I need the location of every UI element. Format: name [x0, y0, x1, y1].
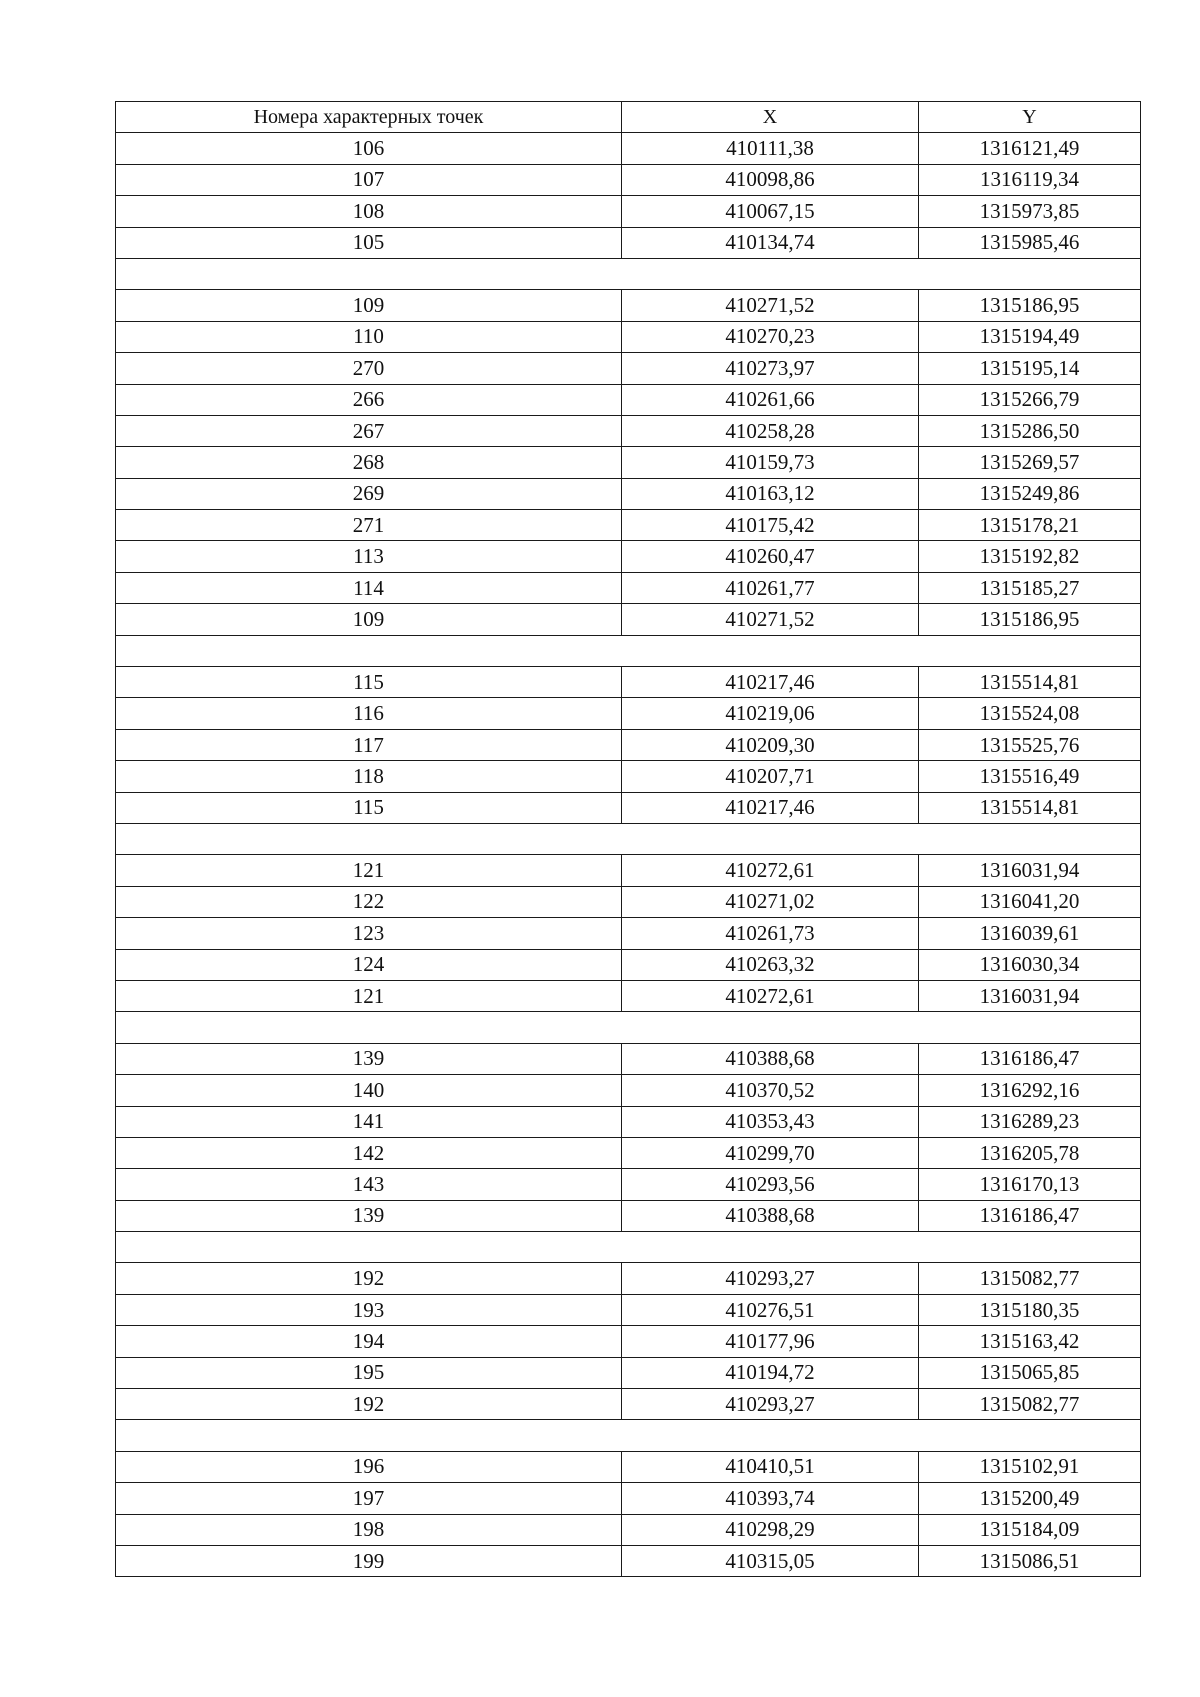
table-row	[116, 1357, 1141, 1388]
y-cell: 1315186,95	[919, 290, 1141, 321]
table-row	[116, 1106, 1141, 1137]
table-row	[116, 227, 1141, 258]
table-row	[116, 886, 1141, 917]
table-row	[116, 1389, 1141, 1420]
point-number-cell: 142	[116, 1137, 622, 1168]
y-cell: 1315163,42	[919, 1326, 1141, 1357]
table-row	[116, 604, 1141, 635]
group-separator-cell	[116, 1012, 1141, 1043]
y-cell: 1315178,21	[919, 510, 1141, 541]
x-cell: 410261,77	[622, 572, 919, 603]
x-cell: 410276,51	[622, 1294, 919, 1325]
group-separator-row	[116, 635, 1141, 666]
y-cell: 1315266,79	[919, 384, 1141, 415]
y-cell: 1315514,81	[919, 792, 1141, 823]
point-number-cell: 105	[116, 227, 622, 258]
table-row	[116, 478, 1141, 509]
x-cell: 410217,46	[622, 667, 919, 698]
table-row	[116, 667, 1141, 698]
table-row	[116, 353, 1141, 384]
point-number-cell: 266	[116, 384, 622, 415]
x-cell: 410159,73	[622, 447, 919, 478]
y-cell: 1315514,81	[919, 667, 1141, 698]
point-number-cell: 197	[116, 1483, 622, 1514]
point-number-cell: 192	[116, 1389, 622, 1420]
coordinates-table	[115, 101, 1141, 1577]
point-number-cell: 267	[116, 415, 622, 446]
point-number-cell: 269	[116, 478, 622, 509]
group-separator-cell	[116, 258, 1141, 289]
group-separator-row	[116, 1420, 1141, 1451]
y-cell: 1316030,34	[919, 949, 1141, 980]
header-point-number: Номера характерных точек	[116, 102, 622, 133]
table-row	[116, 729, 1141, 760]
y-cell: 1315185,27	[919, 572, 1141, 603]
table-row	[116, 792, 1141, 823]
y-cell: 1315985,46	[919, 227, 1141, 258]
table-row	[116, 761, 1141, 792]
table-row	[116, 698, 1141, 729]
x-cell: 410272,61	[622, 980, 919, 1011]
table-row	[116, 447, 1141, 478]
table-row	[116, 1075, 1141, 1106]
point-number-cell: 109	[116, 290, 622, 321]
point-number-cell: 270	[116, 353, 622, 384]
table-row	[116, 980, 1141, 1011]
group-separator-cell	[116, 823, 1141, 854]
x-cell: 410260,47	[622, 541, 919, 572]
point-number-cell: 192	[116, 1263, 622, 1294]
table-row	[116, 510, 1141, 541]
point-number-cell: 139	[116, 1043, 622, 1074]
x-cell: 410293,27	[622, 1263, 919, 1294]
x-cell: 410293,56	[622, 1169, 919, 1200]
y-cell: 1315186,95	[919, 604, 1141, 635]
y-cell: 1315192,82	[919, 541, 1141, 572]
y-cell: 1315286,50	[919, 415, 1141, 446]
y-cell: 1315180,35	[919, 1294, 1141, 1325]
table-row	[116, 1263, 1141, 1294]
point-number-cell: 123	[116, 918, 622, 949]
x-cell: 410258,28	[622, 415, 919, 446]
x-cell: 410293,27	[622, 1389, 919, 1420]
point-number-cell: 139	[116, 1200, 622, 1231]
table-row	[116, 196, 1141, 227]
y-cell: 1315516,49	[919, 761, 1141, 792]
y-cell: 1316041,20	[919, 886, 1141, 917]
group-separator-cell	[116, 635, 1141, 666]
y-cell: 1316119,34	[919, 164, 1141, 195]
table-row	[116, 1514, 1141, 1545]
point-number-cell: 115	[116, 792, 622, 823]
x-cell: 410370,52	[622, 1075, 919, 1106]
y-cell: 1315195,14	[919, 353, 1141, 384]
point-number-cell: 141	[116, 1106, 622, 1137]
point-number-cell: 121	[116, 980, 622, 1011]
y-cell: 1316031,94	[919, 855, 1141, 886]
x-cell: 410163,12	[622, 478, 919, 509]
x-cell: 410067,15	[622, 196, 919, 227]
table-row	[116, 855, 1141, 886]
header-y: Y	[919, 102, 1141, 133]
point-number-cell: 268	[116, 447, 622, 478]
x-cell: 410299,70	[622, 1137, 919, 1168]
x-cell: 410298,29	[622, 1514, 919, 1545]
table-row	[116, 1294, 1141, 1325]
table-row	[116, 1137, 1141, 1168]
point-number-cell: 110	[116, 321, 622, 352]
point-number-cell: 122	[116, 886, 622, 917]
y-cell: 1316186,47	[919, 1200, 1141, 1231]
y-cell: 1315082,77	[919, 1263, 1141, 1294]
point-number-cell: 116	[116, 698, 622, 729]
x-cell: 410315,05	[622, 1545, 919, 1576]
point-number-cell: 198	[116, 1514, 622, 1545]
point-number-cell: 115	[116, 667, 622, 698]
y-cell: 1315102,91	[919, 1451, 1141, 1482]
x-cell: 410410,51	[622, 1451, 919, 1482]
table-row	[116, 1326, 1141, 1357]
point-number-cell: 199	[116, 1545, 622, 1576]
x-cell: 410177,96	[622, 1326, 919, 1357]
table-row	[116, 1451, 1141, 1482]
table-row	[116, 1200, 1141, 1231]
x-cell: 410388,68	[622, 1043, 919, 1074]
header-x: X	[622, 102, 919, 133]
x-cell: 410261,73	[622, 918, 919, 949]
table-row	[116, 415, 1141, 446]
x-cell: 410217,46	[622, 792, 919, 823]
table-row	[116, 918, 1141, 949]
table-row	[116, 1169, 1141, 1200]
x-cell: 410271,52	[622, 290, 919, 321]
x-cell: 410273,97	[622, 353, 919, 384]
y-cell: 1316170,13	[919, 1169, 1141, 1200]
point-number-cell: 140	[116, 1075, 622, 1106]
point-number-cell: 118	[116, 761, 622, 792]
point-number-cell: 113	[116, 541, 622, 572]
point-number-cell: 117	[116, 729, 622, 760]
x-cell: 410134,74	[622, 227, 919, 258]
table-body	[116, 133, 1141, 1577]
point-number-cell: 114	[116, 572, 622, 603]
table-row	[116, 321, 1141, 352]
y-cell: 1316289,23	[919, 1106, 1141, 1137]
x-cell: 410353,43	[622, 1106, 919, 1137]
y-cell: 1316031,94	[919, 980, 1141, 1011]
y-cell: 1315525,76	[919, 729, 1141, 760]
y-cell: 1315249,86	[919, 478, 1141, 509]
point-number-cell: 271	[116, 510, 622, 541]
y-cell: 1316292,16	[919, 1075, 1141, 1106]
point-number-cell: 196	[116, 1451, 622, 1482]
group-separator-cell	[116, 1232, 1141, 1263]
table-header-row	[116, 102, 1141, 133]
y-cell: 1315524,08	[919, 698, 1141, 729]
group-separator-row	[116, 1012, 1141, 1043]
x-cell: 410263,32	[622, 949, 919, 980]
x-cell: 410098,86	[622, 164, 919, 195]
x-cell: 410194,72	[622, 1357, 919, 1388]
point-number-cell: 109	[116, 604, 622, 635]
y-cell: 1316205,78	[919, 1137, 1141, 1168]
x-cell: 410271,52	[622, 604, 919, 635]
table-row	[116, 133, 1141, 164]
y-cell: 1316039,61	[919, 918, 1141, 949]
x-cell: 410111,38	[622, 133, 919, 164]
y-cell: 1315082,77	[919, 1389, 1141, 1420]
table-row	[116, 541, 1141, 572]
table-row	[116, 572, 1141, 603]
table-row	[116, 949, 1141, 980]
x-cell: 410219,06	[622, 698, 919, 729]
x-cell: 410271,02	[622, 886, 919, 917]
table-row	[116, 1483, 1141, 1514]
x-cell: 410261,66	[622, 384, 919, 415]
y-cell: 1316186,47	[919, 1043, 1141, 1074]
y-cell: 1315194,49	[919, 321, 1141, 352]
y-cell: 1315184,09	[919, 1514, 1141, 1545]
group-separator-row	[116, 258, 1141, 289]
point-number-cell: 195	[116, 1357, 622, 1388]
y-cell: 1315973,85	[919, 196, 1141, 227]
y-cell: 1315200,49	[919, 1483, 1141, 1514]
x-cell: 410207,71	[622, 761, 919, 792]
point-number-cell: 107	[116, 164, 622, 195]
point-number-cell: 106	[116, 133, 622, 164]
x-cell: 410393,74	[622, 1483, 919, 1514]
group-separator-cell	[116, 1420, 1141, 1451]
y-cell: 1315065,85	[919, 1357, 1141, 1388]
x-cell: 410388,68	[622, 1200, 919, 1231]
group-separator-row	[116, 1232, 1141, 1263]
y-cell: 1315269,57	[919, 447, 1141, 478]
point-number-cell: 193	[116, 1294, 622, 1325]
x-cell: 410270,23	[622, 321, 919, 352]
table-row	[116, 290, 1141, 321]
x-cell: 410175,42	[622, 510, 919, 541]
table-row	[116, 1545, 1141, 1576]
x-cell: 410272,61	[622, 855, 919, 886]
table-row	[116, 164, 1141, 195]
point-number-cell: 143	[116, 1169, 622, 1200]
point-number-cell: 121	[116, 855, 622, 886]
table-row	[116, 384, 1141, 415]
point-number-cell: 194	[116, 1326, 622, 1357]
x-cell: 410209,30	[622, 729, 919, 760]
y-cell: 1315086,51	[919, 1545, 1141, 1576]
point-number-cell: 108	[116, 196, 622, 227]
y-cell: 1316121,49	[919, 133, 1141, 164]
group-separator-row	[116, 823, 1141, 854]
table-row	[116, 1043, 1141, 1074]
point-number-cell: 124	[116, 949, 622, 980]
